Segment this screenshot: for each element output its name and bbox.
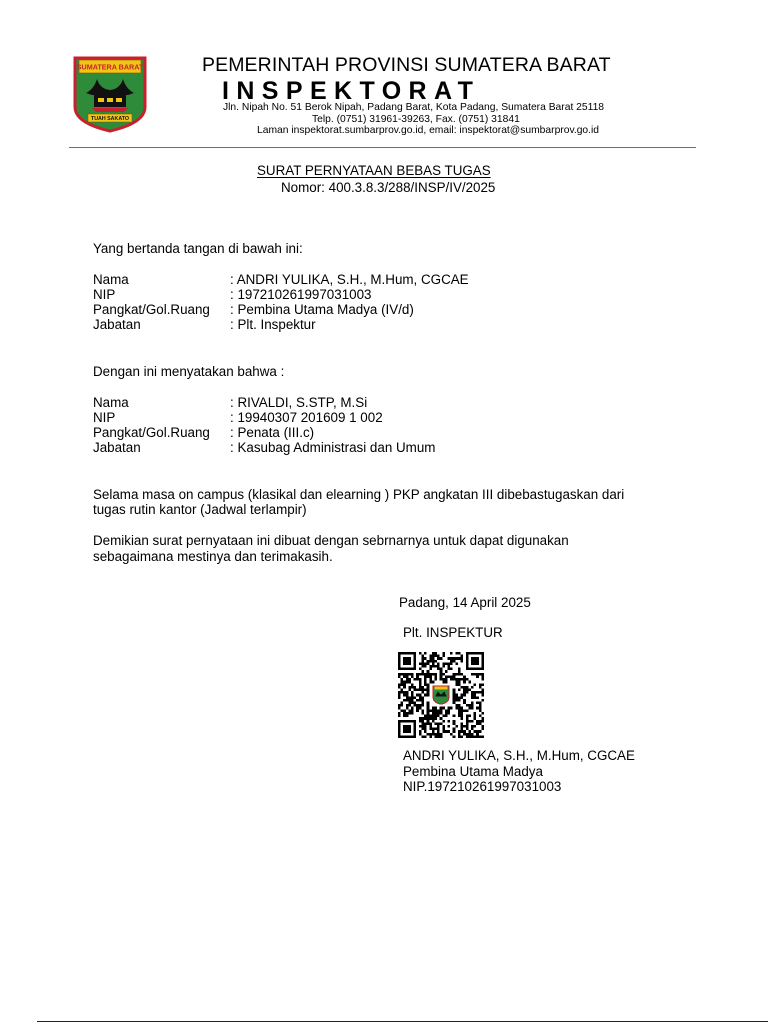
signatory-intro: Yang bertanda tangan di bawah ini: [93, 241, 303, 256]
signatory-name-value: : ANDRI YULIKA, S.H., M.Hum, CGCAE [230, 272, 469, 287]
svg-text:TUAH SAKATO: TUAH SAKATO [90, 116, 130, 123]
qr-code-signature [396, 652, 486, 738]
signer-position: Plt. INSPEKTUR [403, 625, 503, 640]
letter-number: Nomor: 400.3.8.3/288/INSP/IV/2025 [281, 180, 496, 195]
subject-rank-label: Pangkat/Gol.Ruang [93, 425, 210, 440]
signatory-nip-label: NIP [93, 287, 116, 302]
signatory-position-value: : Plt. Inspektur [230, 317, 316, 332]
subject-position-label: Jabatan [93, 440, 141, 455]
signer-nip: NIP.197210261997031003 [403, 779, 562, 794]
subject-nip-label: NIP [93, 410, 116, 425]
signatory-name-label: Nama [93, 272, 129, 287]
subject-intro: Dengan ini menyatakan bahwa : [93, 364, 285, 379]
closing-paragraph-line-2: sebagaimana mestinya dan terimakasih. [93, 549, 333, 564]
subject-name-value: : RIVALDI, S.STP, M.Si [230, 395, 368, 410]
svg-text:SUMATERA BARAT: SUMATERA BARAT [76, 62, 144, 72]
province-coat-of-arms-logo [72, 55, 148, 133]
subject-rank-value: : Penata (III.c) [230, 425, 315, 440]
signatory-position-label: Jabatan [93, 317, 141, 332]
letterhead-divider [69, 147, 696, 148]
signer-name: ANDRI YULIKA, S.H., M.Hum, CGCAE [403, 748, 635, 763]
signatory-rank-value: : Pembina Utama Madya (IV/d) [230, 302, 414, 317]
letterhead-phone: Telp. (0751) 31961-39263, Fax. (0751) 31841 [312, 114, 520, 125]
subject-position-value: : Kasubag Administrasi dan Umum [230, 440, 436, 455]
letterhead-web-email: Laman inspektorat.sumbarprov.go.id, email: inspektorat@sumbarprov.go.id [257, 125, 600, 136]
page-bottom-rule [37, 1021, 768, 1022]
signatory-nip-value: : 197210261997031003 [230, 287, 372, 302]
letter-title: SURAT PERNYATAAN BEBAS TUGAS [257, 163, 491, 178]
subject-nip-value: : 19940307 201609 1 002 [230, 410, 383, 425]
letterhead-address: Jln. Nipah No. 51 Berok Nipah, Padang Barat, Kota Padang, Sumatera Barat 25118 [223, 102, 605, 113]
statement-paragraph-line-2: tugas rutin kantor (Jadwal terlampir) [93, 502, 307, 517]
closing-paragraph-line-1: Demikian surat pernyataan ini dibuat dengan sebrnarnya untuk dapat digunakan [93, 533, 569, 548]
letterhead-agency-name: INSPEKTORAT [222, 77, 481, 105]
place-and-date: Padang, 14 April 2025 [399, 595, 531, 610]
signer-rank: Pembina Utama Madya [403, 764, 543, 779]
signatory-rank-label: Pangkat/Gol.Ruang [93, 302, 210, 317]
statement-paragraph-line-1: Selama masa on campus (klasikal dan elearning ) PKP angkatan III dibebastugaskan dari [93, 487, 625, 502]
letterhead-government-name: PEMERINTAH PROVINSI SUMATERA BARAT [202, 54, 611, 76]
subject-name-label: Nama [93, 395, 129, 410]
